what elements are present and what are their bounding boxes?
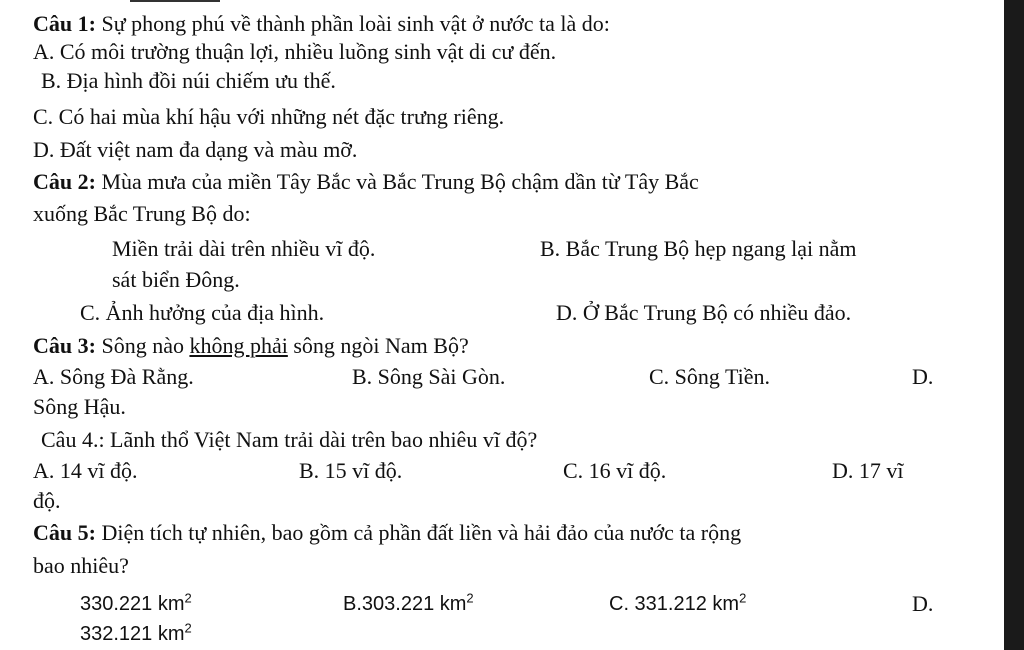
q5-option-c-value: C. 331.212 km	[609, 593, 740, 615]
q2-option-c: C. Ảnh hưởng của địa hình.	[80, 300, 325, 325]
q3-option-d-text: Sông Hậu.	[33, 394, 126, 419]
q2-option-d: D. Ở Bắc Trung Bộ có nhiều đảo.	[556, 300, 852, 325]
q3-option-d-label: D.	[912, 364, 934, 389]
q1-option-d: D. Đất việt nam đa dạng và màu mỡ.	[33, 137, 358, 162]
q5-label: Câu 5:	[33, 520, 96, 545]
q5-text1: Diện tích tự nhiên, bao gồm cả phần đất liền và hải đảo của nước ta rộng	[95, 520, 742, 545]
q1-option-a: A. Có môi trường thuận lợi, nhiều luồng sinh vật di cư đến.	[33, 39, 557, 64]
q5-option-b-sup: 2	[466, 590, 474, 606]
q5-option-a-value: 330.221 km	[80, 593, 185, 615]
window-edge-strip	[1004, 0, 1024, 650]
q5-option-d-value: 332.121 km	[80, 623, 185, 645]
top-rule	[130, 0, 220, 2]
q5-option-b-value: B.303.221 km	[343, 593, 467, 615]
q5-option-a	[80, 591, 192, 617]
q2-label: Câu 2:	[33, 169, 96, 194]
q4-option-d-line2: độ.	[33, 488, 61, 513]
q3-stem	[33, 333, 469, 359]
q5-option-a-sup: 2	[184, 590, 192, 606]
q3-label: Câu 3:	[33, 333, 96, 358]
q5-option-d	[80, 621, 192, 647]
q1-text: Sự phong phú về thành phần loài sinh vật ở nước ta là do:	[95, 11, 610, 36]
q2-text1: Mùa mưa của miền Tây Bắc và Bắc Trung Bộ chậm dần từ Tây Bắc	[95, 169, 699, 194]
q1-label: Câu 1:	[33, 11, 96, 36]
q4-option-d-line1: D. 17 vĩ	[832, 458, 904, 483]
q5-stem-line2: bao nhiêu?	[33, 553, 129, 578]
q5-option-d-sup: 2	[184, 620, 192, 636]
q2-stem-line2: xuống Bắc Trung Bộ do:	[33, 201, 251, 226]
q2-option-a: Miền trải dài trên nhiều vĩ độ.	[112, 236, 376, 261]
q5-option-c	[609, 591, 746, 617]
q4-option-a: A. 14 vĩ độ.	[33, 458, 138, 483]
q4-option-b: B. 15 vĩ độ.	[299, 458, 403, 483]
q3-text-pre: Sông nào	[95, 333, 190, 358]
q4-stem: Câu 4.: Lãnh thổ Việt Nam trải dài trên bao nhiêu vĩ độ?	[41, 427, 538, 452]
q4-option-c: C. 16 vĩ độ.	[563, 458, 667, 483]
q5-stem-line1	[33, 520, 741, 546]
q1-stem	[33, 11, 610, 37]
q1-option-c: C. Có hai mùa khí hậu với những nét đặc trưng riêng.	[33, 104, 505, 129]
q1-option-b: B. Địa hình đồi núi chiếm ưu thế.	[41, 68, 336, 93]
q5-option-c-sup: 2	[739, 590, 747, 606]
q2-option-b-line2: sát biển Đông.	[112, 267, 240, 292]
q3-text-underlined: không phải	[189, 333, 288, 358]
q2-stem-line1	[33, 169, 699, 195]
q3-option-b: B. Sông Sài Gòn.	[352, 364, 506, 389]
q3-option-c: C. Sông Tiền.	[649, 364, 771, 389]
q5-option-d-label: D.	[912, 591, 934, 616]
q2-option-b-line1: B. Bắc Trung Bộ hẹp ngang lại nằm	[540, 236, 857, 261]
q5-option-b	[343, 591, 474, 617]
q3-text-post: sông ngòi Nam Bộ?	[287, 333, 469, 358]
q3-option-a: A. Sông Đà Rằng.	[33, 364, 194, 389]
